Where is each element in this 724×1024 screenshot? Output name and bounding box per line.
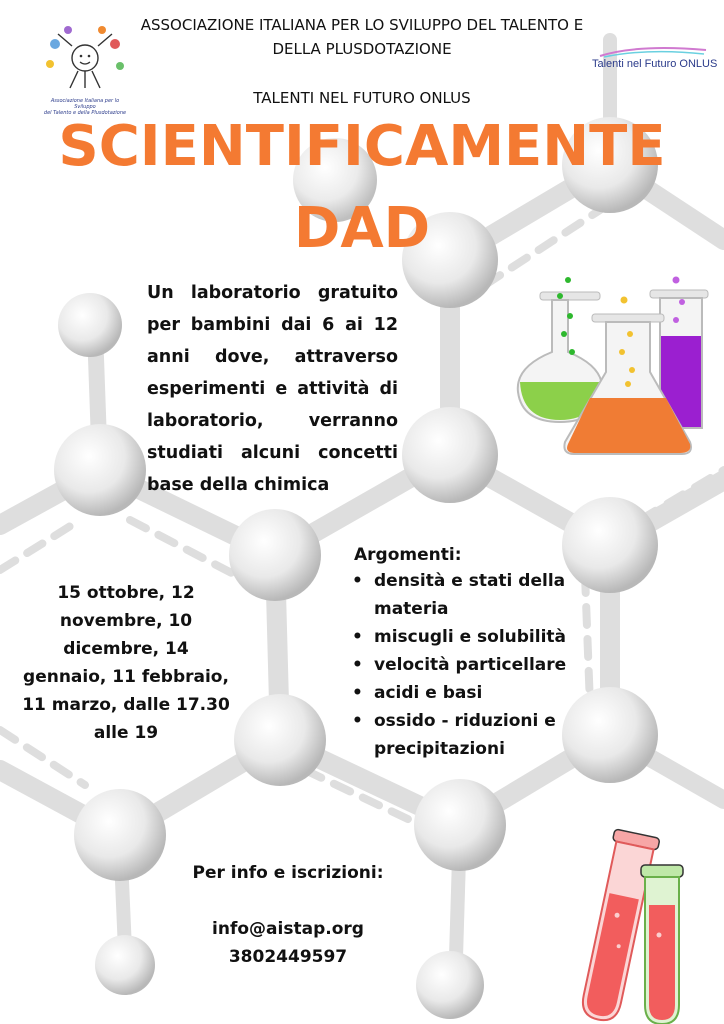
dates-block xyxy=(10,579,242,747)
test-tubes-illustration xyxy=(565,825,695,1024)
date-line: 15 ottobre, 12 xyxy=(57,583,195,603)
topic-text: densità e stati della materia xyxy=(374,571,566,619)
partner-logo xyxy=(588,44,718,74)
swirl-icon xyxy=(598,44,708,58)
title-line1: SCIENTIFICAMENTE xyxy=(58,114,666,179)
bullet-icon: • xyxy=(352,683,363,703)
date-line: dicembre, 14 xyxy=(63,639,189,659)
child-logo-icon xyxy=(40,22,130,94)
org-subtitle: TALENTI NEL FUTURO ONLUS xyxy=(253,89,471,107)
org-name-line1: ASSOCIAZIONE ITALIANA PER LO SVILUPPO DEL TALENTO E xyxy=(140,16,584,34)
list-item xyxy=(350,707,600,763)
logo-caption-2: del Talento e della Plusdotazione xyxy=(43,110,127,116)
flasks-illustration xyxy=(510,272,710,462)
date-line: novembre, 10 xyxy=(59,611,193,631)
bullet-icon: • xyxy=(352,571,363,591)
aistap-logo xyxy=(40,22,130,116)
title-line2: DAD xyxy=(293,196,431,261)
logo-caption-1: Associazione Italiana per lo Sviluppo xyxy=(50,98,120,110)
topic-text: miscugli e solubilità xyxy=(374,627,567,647)
topic-text: acidi e basi xyxy=(374,683,483,703)
partner-logo-text: Talenti nel Futuro ONLUS xyxy=(592,58,718,70)
description: Un laboratorio gratuito per bambini dai 6 ai 12 anni dove, attraverso esperimenti e attività di laboratorio, verranno studiati alcuni concetti base della chimica xyxy=(147,283,398,495)
date-line: 11 marzo, dalle 17.30 xyxy=(22,695,230,715)
topic-text: velocità particellare xyxy=(374,655,567,675)
topics-section xyxy=(350,545,600,763)
list-item xyxy=(350,623,600,651)
contact-email[interactable]: info@aistap.org xyxy=(212,919,364,939)
topic-text: ossido - riduzioni e precipitazioni xyxy=(374,711,556,759)
bullet-icon: • xyxy=(352,655,363,675)
list-item xyxy=(350,679,600,707)
contact-heading: Per info e iscrizioni: xyxy=(192,863,384,883)
bullet-icon: • xyxy=(352,711,363,731)
date-line: alle 19 xyxy=(93,723,159,743)
topics-list xyxy=(350,567,600,763)
bullet-icon: • xyxy=(352,627,363,647)
topics-heading: Argomenti: xyxy=(354,545,462,565)
list-item xyxy=(350,651,600,679)
list-item xyxy=(350,567,600,623)
contact-phone[interactable]: 3802449597 xyxy=(228,947,348,967)
date-line: gennaio, 11 febbraio, xyxy=(23,667,229,687)
org-name-line2: DELLA PLUSDOTAZIONE xyxy=(272,40,452,58)
